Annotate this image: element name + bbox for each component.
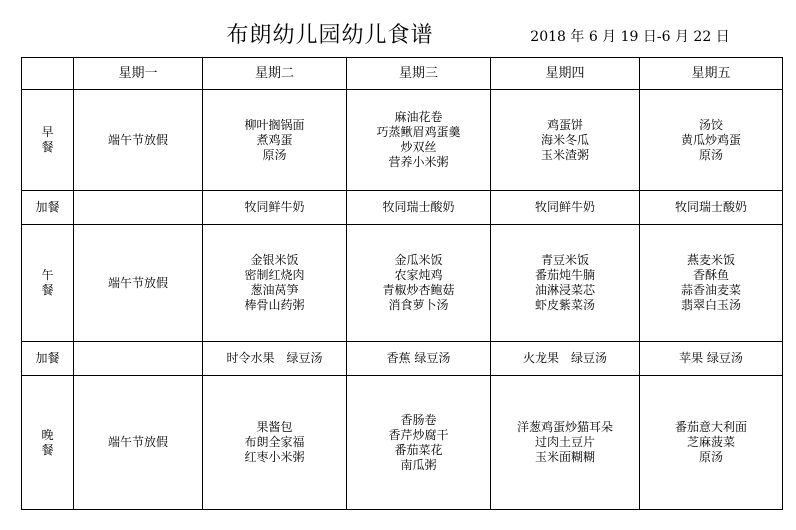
dish-item: 玉米渣粥 [540,147,589,162]
dish-item: 南瓜粥 [400,457,437,472]
day-header: 星期四 [491,58,640,90]
dish-item: 香芹炒腐干 [388,427,449,442]
meal-label [22,225,74,342]
dish-item: 油淋浸菜芯 [534,283,595,297]
meal-label-text: 加餐 [35,200,60,214]
dish-item: 布朗全家福 [244,435,305,449]
meal-label-text: 早 [41,125,54,139]
dish-item: 原汤 [698,147,723,162]
dish-item: 火龙果 绿豆汤 [522,351,607,365]
dish-item: 洋葱鸡蛋炒猫耳朵 [516,420,613,434]
dish-item: 玉米面糊糊 [534,450,595,464]
dish-item: 翡翠白玉汤 [680,298,741,312]
dish-item: 芝麻菠菜 [686,435,735,449]
menu-cell [74,90,203,191]
meal-label-text: 餐 [41,140,54,154]
menu-cell [347,191,491,225]
menu-cell [203,191,347,225]
meal-row-snack-pm [22,342,783,376]
menu-cell [491,342,640,376]
dish-item: 棒骨山药粥 [244,298,305,312]
menu-cell [640,90,783,191]
meal-label [22,342,74,376]
menu-cell [74,376,203,510]
menu-cell [347,376,491,510]
menu-cell [347,225,491,342]
dish-item: 青椒炒杏鲍菇 [382,283,455,297]
menu-cell [203,225,347,342]
menu-cell [491,191,640,225]
dish-item: 牧同鲜牛奶 [534,200,595,214]
dish-item: 端午节放假 [107,275,168,290]
menu-cell [491,376,640,510]
dish-item: 炒双丝 [400,140,437,154]
meal-label-text: 加餐 [35,351,60,365]
meal-row-lunch [22,225,783,342]
dish-item: 牧同瑞士酸奶 [382,200,455,214]
menu-cell [203,342,347,376]
menu-cell [491,225,640,342]
dish-item: 海米冬瓜 [540,132,589,147]
day-header: 星期二 [203,58,347,90]
menu-cell [640,376,783,510]
menu-cell [640,191,783,225]
dish-item: 过肉土豆片 [534,435,595,449]
dish-item: 番茄炖牛腩 [534,268,595,282]
meal-label [22,191,74,225]
dish-item: 麻油花卷 [394,110,443,124]
dish-item: 消食萝卜汤 [388,298,449,312]
dish-item: 营养小米粥 [388,155,449,169]
meal-label-text: 晚 [41,427,54,442]
dish-item: 金银米饭 [250,253,299,267]
menu-cell [74,225,203,342]
dish-item: 番茄意大利面 [674,420,747,434]
dish-item: 原汤 [698,450,723,464]
meal-label-text: 餐 [41,283,54,297]
menu-cell [640,342,783,376]
dish-item: 虾皮紫菜汤 [534,298,595,312]
dish-item: 金瓜米饭 [394,253,443,267]
dish-item: 红枣小米粥 [244,450,305,464]
dish-item: 番茄菜花 [394,442,443,457]
page-title: 布朗幼儿园幼儿食谱 [226,23,434,48]
menu-cell [491,90,640,191]
dish-item: 密制红烧肉 [244,268,305,282]
dish-item: 香蕉 绿豆汤 [386,351,451,365]
menu-cell [640,225,783,342]
menu-cell [74,191,203,225]
menu-cell [347,342,491,376]
dish-item: 端午节放假 [107,435,168,449]
meal-row-dinner [22,376,783,510]
menu-cell [203,376,347,510]
meal-row-breakfast [22,90,783,191]
corner-cell [22,58,74,90]
meal-label-text: 餐 [41,442,54,457]
dish-item: 葱油莴笋 [250,283,299,297]
meal-row-snack-am [22,191,783,225]
dish-item: 牧同鲜牛奶 [244,200,305,214]
dish-item: 农家炖鸡 [394,268,443,282]
meal-label-text: 午 [41,268,54,282]
day-header: 星期一 [74,58,203,90]
dish-item: 牧同瑞士酸奶 [674,200,747,214]
dish-item: 端午节放假 [107,132,168,147]
header-row [22,58,783,90]
dish-item: 柳叶搁锅面 [244,117,305,132]
dish-item: 香酥鱼 [692,268,729,282]
dish-item: 香肠卷 [400,412,437,427]
menu-table [21,57,783,510]
dish-item: 青豆米饭 [540,253,589,267]
dish-item: 汤饺 [698,117,723,132]
dish-item: 果酱包 [256,420,293,434]
dish-item: 原汤 [262,147,287,162]
menu-cell [347,90,491,191]
menu-cell [203,90,347,191]
day-header: 星期三 [347,58,491,90]
dish-item: 时令水果 绿豆汤 [226,351,323,365]
day-header: 星期五 [640,58,783,90]
dish-item: 苹果 绿豆汤 [679,351,743,365]
date-range: 2018 年 6 月 19 日-6 月 22 日 [530,29,730,45]
dish-item: 蒜香油麦菜 [680,283,741,297]
dish-item: 鸡蛋饼 [546,117,583,132]
dish-item: 煮鸡蛋 [256,132,293,147]
dish-item: 燕麦米饭 [686,253,735,267]
menu-cell [74,342,203,376]
meal-label [22,90,74,191]
dish-item: 黄瓜炒鸡蛋 [680,132,741,147]
meal-label [22,376,74,510]
dish-item: 巧蒸鳅眉鸡蛋羹 [376,125,461,139]
